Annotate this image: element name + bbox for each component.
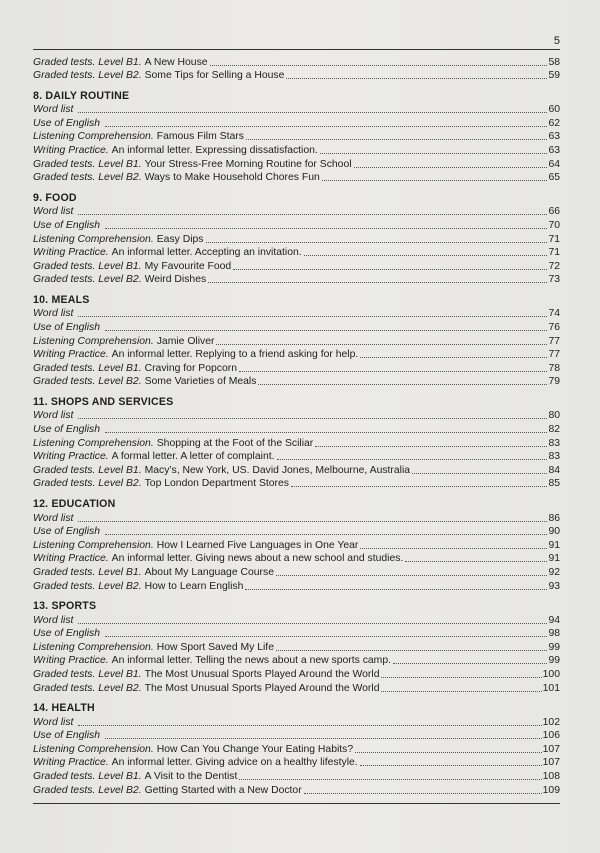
entry-type: Graded tests. Level B2. bbox=[33, 682, 142, 694]
page-number: 5 bbox=[553, 35, 560, 47]
toc-entry bbox=[33, 157, 560, 171]
toc-entry bbox=[33, 565, 560, 579]
entry-type: Graded tests. Level B2. bbox=[33, 70, 142, 82]
dot-leader bbox=[105, 228, 547, 229]
entry-page: 82 bbox=[548, 424, 560, 436]
dot-leader bbox=[246, 139, 548, 140]
top-rule bbox=[33, 49, 560, 50]
entry-type: Writing Practice. bbox=[33, 247, 109, 259]
toc-entry bbox=[33, 511, 560, 525]
entry-page: 74 bbox=[548, 308, 560, 320]
toc-entry bbox=[33, 130, 560, 144]
toc-entry bbox=[33, 783, 560, 797]
entry-type: Listening Comprehension. bbox=[33, 437, 154, 449]
entry-type: Graded tests. Level B2. bbox=[33, 172, 142, 184]
entry-title: Famous Film Stars bbox=[156, 131, 244, 143]
dot-leader bbox=[381, 691, 541, 692]
section-heading: 10. MEALS bbox=[33, 293, 90, 306]
entry-page: 83 bbox=[548, 437, 560, 449]
entry-page: 106 bbox=[542, 730, 560, 742]
entry-type: Graded tests. Level B2. bbox=[33, 784, 142, 796]
toc-entry bbox=[33, 361, 560, 375]
entry-title: An informal letter. Expressing dissatisfaction. bbox=[111, 145, 318, 157]
entry-type: Use of English bbox=[33, 117, 100, 129]
entry-type: Graded tests. Level B2. bbox=[33, 580, 142, 592]
entry-type: Listening Comprehension. bbox=[33, 743, 154, 755]
toc-entry bbox=[33, 246, 560, 260]
entry-title: An informal letter. Giving news about a new school and studies. bbox=[111, 553, 404, 565]
toc-entry bbox=[33, 538, 560, 552]
entry-page: 79 bbox=[548, 376, 560, 388]
entry-title: A Visit to the Dentist bbox=[144, 771, 238, 783]
entry-page: 84 bbox=[548, 464, 560, 476]
entry-page: 90 bbox=[548, 526, 560, 538]
section-heading: 13. SPORTS bbox=[33, 600, 97, 612]
entry-title: An informal letter. Giving advice on a healthy lifestyle. bbox=[111, 757, 358, 769]
entry-type: Writing Practice. bbox=[33, 553, 109, 565]
entry-type: Listening Comprehension. bbox=[33, 641, 154, 653]
entry-page: 85 bbox=[548, 478, 560, 490]
entry-page: 107 bbox=[542, 743, 560, 755]
dot-leader bbox=[216, 344, 547, 345]
entry-title: Macy’s, New York, US. David Jones, Melbourne, Australia bbox=[144, 464, 411, 476]
toc-entry bbox=[33, 218, 560, 232]
toc-entry bbox=[33, 348, 560, 362]
entry-type: Use of English bbox=[33, 526, 100, 538]
entry-type: Listening Comprehension. bbox=[33, 539, 154, 551]
dot-leader bbox=[322, 180, 548, 181]
toc-entry bbox=[33, 654, 560, 668]
entry-page: 102 bbox=[542, 716, 560, 728]
dot-leader bbox=[105, 534, 547, 535]
entry-title: About My Language Course bbox=[144, 566, 274, 578]
entry-title: How I Learned Five Languages in One Year bbox=[156, 539, 359, 551]
toc-entry bbox=[33, 116, 560, 130]
entry-page: 65 bbox=[548, 172, 560, 184]
dot-leader bbox=[210, 65, 548, 66]
bottom-rule bbox=[33, 803, 560, 804]
entry-title: Jamie Oliver bbox=[156, 335, 215, 347]
toc-entry bbox=[33, 729, 560, 743]
toc-entry bbox=[33, 525, 560, 539]
entry-type: Word list bbox=[33, 614, 74, 626]
dot-leader bbox=[105, 636, 547, 637]
section-heading: 8. DAILY ROUTINE bbox=[33, 89, 130, 102]
toc-entry bbox=[33, 436, 560, 450]
entry-type: Graded tests. Level B1. bbox=[33, 362, 142, 374]
entry-page: 71 bbox=[548, 233, 560, 245]
entry-title: An informal letter. Accepting an invitation. bbox=[111, 247, 302, 259]
dot-leader bbox=[412, 473, 547, 474]
entry-title: Some Tips for Selling a House bbox=[144, 70, 285, 82]
entry-title: An informal letter. Replying to a friend asking for help. bbox=[111, 349, 359, 361]
dot-leader bbox=[360, 357, 547, 358]
dot-leader bbox=[233, 269, 547, 270]
entry-page: 107 bbox=[542, 757, 560, 769]
entry-page: 99 bbox=[548, 655, 560, 667]
entry-page: 72 bbox=[548, 260, 560, 272]
toc-entry bbox=[33, 579, 560, 593]
entry-type: Graded tests. Level B1. bbox=[33, 771, 142, 783]
entry-type: Word list bbox=[33, 410, 74, 422]
dot-leader bbox=[105, 432, 547, 433]
entry-type: Graded tests. Level B2. bbox=[33, 478, 142, 490]
toc-entry bbox=[33, 613, 560, 627]
section-heading: 9. FOOD bbox=[33, 191, 77, 204]
entry-title: Ways to Make Household Chores Fun bbox=[144, 172, 320, 184]
entry-title: A formal letter. A letter of complaint. bbox=[111, 451, 275, 463]
dot-leader bbox=[105, 330, 547, 331]
entry-type: Graded tests. Level B1. bbox=[33, 260, 142, 272]
entry-page: 93 bbox=[548, 580, 560, 592]
toc-entry bbox=[33, 463, 560, 477]
toc-entry bbox=[33, 769, 560, 783]
section-heading: 12. EDUCATION bbox=[33, 497, 116, 510]
entry-page: 77 bbox=[548, 335, 560, 347]
toc-entry bbox=[33, 320, 560, 334]
entry-type: Writing Practice. bbox=[33, 145, 109, 157]
entry-title: Some Varieties of Meals bbox=[144, 376, 257, 388]
dot-leader bbox=[304, 255, 548, 256]
toc-entry bbox=[33, 409, 560, 423]
toc-entry bbox=[33, 334, 560, 348]
dot-leader bbox=[355, 752, 542, 753]
dot-leader bbox=[393, 663, 547, 664]
dot-leader bbox=[276, 575, 547, 576]
entry-page: 64 bbox=[548, 158, 560, 170]
dot-leader bbox=[78, 112, 547, 113]
entry-page: 62 bbox=[548, 117, 560, 129]
entry-page: 100 bbox=[542, 668, 560, 680]
entry-type: Listening Comprehension. bbox=[33, 131, 154, 143]
entry-page: 83 bbox=[548, 451, 560, 463]
entry-page: 63 bbox=[548, 131, 560, 143]
entry-page: 99 bbox=[548, 641, 560, 653]
dot-leader bbox=[78, 623, 547, 624]
entry-title: Craving for Popcorn bbox=[144, 362, 237, 374]
entry-title: Top London Department Stores bbox=[144, 478, 289, 490]
entry-type: Graded tests. Level B2. bbox=[33, 274, 142, 286]
entry-page: 86 bbox=[548, 512, 560, 524]
entry-type: Writing Practice. bbox=[33, 757, 109, 769]
dot-leader bbox=[405, 561, 547, 562]
toc-entry bbox=[33, 667, 560, 681]
dot-leader bbox=[78, 214, 547, 215]
dot-leader bbox=[208, 282, 547, 283]
entry-page: 76 bbox=[548, 322, 560, 333]
dot-leader bbox=[239, 371, 547, 372]
entry-type: Use of English bbox=[33, 219, 100, 231]
entry-page: 66 bbox=[548, 206, 560, 218]
dot-leader bbox=[360, 548, 547, 549]
entry-page: 101 bbox=[542, 682, 560, 694]
entry-title: Easy Dips bbox=[156, 233, 204, 245]
dot-leader bbox=[286, 78, 547, 79]
toc-entry bbox=[33, 715, 560, 729]
dot-leader bbox=[105, 126, 547, 127]
dot-leader bbox=[78, 418, 547, 419]
entry-type: Graded tests. Level B1. bbox=[33, 158, 142, 170]
dot-leader bbox=[105, 738, 542, 739]
entry-type: Graded tests. Level B2. bbox=[33, 376, 142, 388]
table-of-contents bbox=[33, 55, 560, 797]
entry-title: How to Learn English bbox=[144, 580, 244, 592]
entry-page: 77 bbox=[548, 349, 560, 361]
dot-leader bbox=[381, 677, 541, 678]
toc-entry bbox=[33, 681, 560, 695]
toc-entry bbox=[33, 273, 560, 287]
entry-page: 63 bbox=[548, 145, 560, 157]
entry-title: How Sport Saved My Life bbox=[156, 641, 274, 653]
entry-page: 91 bbox=[548, 553, 560, 565]
entry-title: Shopping at the Foot of the Sciliar bbox=[156, 437, 314, 449]
dot-leader bbox=[245, 589, 547, 590]
entry-page: 58 bbox=[548, 56, 560, 68]
toc-entry bbox=[33, 205, 560, 219]
entry-title: How Can You Change Your Eating Habits? bbox=[156, 743, 354, 755]
section-heading: 14. HEALTH bbox=[33, 702, 95, 715]
entry-page: 80 bbox=[548, 410, 560, 422]
entry-type: Word list bbox=[33, 512, 74, 524]
dot-leader bbox=[315, 446, 547, 447]
entry-type: Graded tests. Level B1. bbox=[33, 566, 142, 578]
dot-leader bbox=[78, 725, 541, 726]
entry-type: Use of English bbox=[33, 730, 100, 742]
toc-entry bbox=[33, 552, 560, 566]
toc-entry bbox=[33, 143, 560, 157]
entry-type: Word list bbox=[33, 308, 74, 320]
entry-type: Use of English bbox=[33, 322, 100, 333]
dot-leader bbox=[206, 242, 548, 243]
toc-entry bbox=[33, 627, 560, 641]
toc-entry bbox=[33, 640, 560, 654]
entry-type: Word list bbox=[33, 104, 74, 116]
entry-type: Word list bbox=[33, 206, 74, 218]
toc-entry bbox=[33, 375, 560, 389]
entry-page: 78 bbox=[548, 362, 560, 374]
dot-leader bbox=[239, 779, 541, 780]
toc-entry bbox=[33, 103, 560, 117]
entry-type: Graded tests. Level B1. bbox=[33, 464, 142, 476]
entry-type: Word list bbox=[33, 716, 74, 728]
entry-page: 94 bbox=[548, 614, 560, 626]
section-heading: 11. SHOPS AND SERVICES bbox=[33, 395, 174, 408]
dot-leader bbox=[360, 765, 542, 766]
entry-title: Weird Dishes bbox=[144, 274, 207, 286]
entry-type: Listening Comprehension. bbox=[33, 233, 154, 245]
entry-type: Graded tests. Level B1. bbox=[33, 56, 142, 68]
toc-entry bbox=[33, 232, 560, 246]
dot-leader bbox=[258, 384, 547, 385]
dot-leader bbox=[304, 793, 542, 794]
entry-type: Writing Practice. bbox=[33, 655, 109, 667]
entry-page: 60 bbox=[548, 104, 560, 116]
toc-entry bbox=[33, 742, 560, 756]
toc-entry bbox=[33, 422, 560, 436]
toc-entry bbox=[33, 259, 560, 273]
entry-page: 70 bbox=[548, 219, 560, 231]
dot-leader bbox=[354, 167, 548, 168]
toc-entry bbox=[33, 171, 560, 185]
entry-title: The Most Unusual Sports Played Around the World bbox=[144, 668, 380, 680]
entry-page: 91 bbox=[548, 539, 560, 551]
entry-type: Writing Practice. bbox=[33, 349, 109, 361]
entry-title: The Most Unusual Sports Played Around the World bbox=[144, 682, 380, 694]
entry-page: 98 bbox=[548, 628, 560, 640]
toc-entry bbox=[33, 69, 560, 83]
toc-entry bbox=[33, 55, 560, 69]
entry-title: A New House bbox=[144, 56, 208, 68]
toc-entry bbox=[33, 307, 560, 321]
dot-leader bbox=[320, 153, 548, 154]
entry-page: 71 bbox=[548, 247, 560, 259]
dot-leader bbox=[291, 486, 547, 487]
dot-leader bbox=[78, 521, 547, 522]
entry-page: 109 bbox=[542, 784, 560, 796]
entry-title: An informal letter. Telling the news about a new sports camp. bbox=[111, 655, 391, 667]
dot-leader bbox=[277, 459, 548, 460]
entry-title: My Favourite Food bbox=[144, 260, 232, 272]
dot-leader bbox=[276, 650, 547, 651]
entry-type: Writing Practice. bbox=[33, 451, 109, 463]
entry-title: Your Stress-Free Morning Routine for School bbox=[144, 158, 352, 170]
dot-leader bbox=[78, 316, 547, 317]
entry-type: Use of English bbox=[33, 628, 100, 640]
entry-page: 108 bbox=[542, 771, 560, 783]
toc-entry bbox=[33, 450, 560, 464]
entry-type: Use of English bbox=[33, 424, 100, 436]
entry-page: 92 bbox=[548, 566, 560, 578]
entry-type: Listening Comprehension. bbox=[33, 335, 154, 347]
toc-entry bbox=[33, 756, 560, 770]
toc-entry bbox=[33, 477, 560, 491]
entry-page: 59 bbox=[548, 70, 560, 82]
entry-page: 73 bbox=[548, 274, 560, 286]
entry-title: Getting Started with a New Doctor bbox=[144, 784, 302, 796]
entry-type: Graded tests. Level B1. bbox=[33, 668, 142, 680]
